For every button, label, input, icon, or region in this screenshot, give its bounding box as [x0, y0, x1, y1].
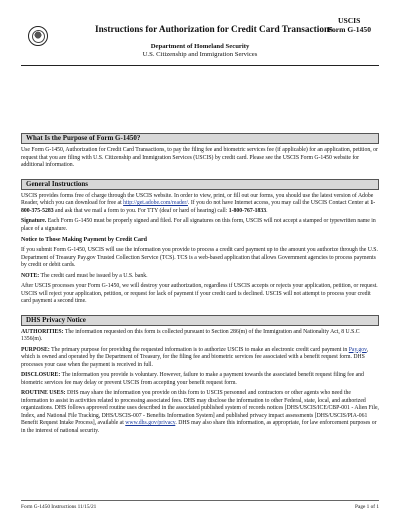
footer-form-edition: Form G-1450 Instructions 11/15/21 — [21, 504, 97, 510]
section-heading-privacy: DHS Privacy Notice — [21, 315, 379, 326]
adobe-reader-link[interactable]: http://get.adobe.com/reader/ — [123, 200, 188, 206]
general-text-a: USCIS provides forms free of charge through the USCIS website. In order to view, print, or fill out our forms, you should use the latest version of Adobe Reader, which you can download for free at — [21, 192, 374, 206]
agency-name: U.S. Citizenship and Immigration Services — [142, 51, 258, 59]
form-number: Form G-1450 — [327, 24, 371, 34]
department-name: Department of Homeland Security — [150, 43, 250, 50]
routine-uses-paragraph — [21, 390, 379, 435]
disclosure-label: DISCLOSURE: — [21, 372, 61, 378]
document-header — [21, 0, 379, 60]
general-text-c: and ask that we mail a form to you. For TTY (deaf or hard of hearing) call: — [53, 207, 229, 214]
routine-uses-text-a: DHS may share the information you provide on this form to USCIS personnel and contractors or other agents who need the information to assist in activities related to processing associated fees. DHS may disclose the information to other Federal, state, local, and authorized organizations. DHS follows approved routine uses described in the associated published system of records notices [DHS/USCIS/ICE/CBP-001 - Alien File, Index, and National File Tracking, DHS/USCIS-007 - Benefits Information System] and published privacy impact assessments [DHS/USCIS/PIA-061 Benefit Request Intake Process], available at — [21, 390, 379, 426]
dhs-privacy-link[interactable]: www.dhs.gov/privacy — [125, 420, 176, 426]
note-label: NOTE: — [21, 272, 40, 279]
notice-paragraph: If you submit Form G-1450, USCIS will use the information you provide to process a credit card payment up to the amount you authorize through the U.S. Department of Treasury Pay.gov Trusted Collection Service (TCS). TCS is a web-based application that allows Government agencies to process payments by credit or debit cards. — [21, 247, 378, 268]
privacy-purpose-text-b: , which is owned and operated by the Department of Treasury, for the filing fee and biometric services fee associated with a benefit request form. DHS processes your case when the payment is received in full. — [21, 346, 369, 368]
section-heading-general: General Instructions — [21, 179, 379, 190]
authorities-text: The information requested on this form is collected pursuant to Section 286(m) of the Immigration and Nationality Act, 8 U.S.C 1356(m). — [21, 328, 360, 342]
signature-paragraph — [21, 218, 379, 233]
disclosure-paragraph — [21, 372, 379, 387]
signature-text: Each Form G-1450 must be properly signed and filed. For all signatures on this form, USCIS will not accept a stamped or typewritten name in place of a signature. — [21, 218, 376, 232]
general-text-d: . — [266, 207, 268, 214]
authorities-label: AUTHORITIES: — [21, 328, 64, 335]
authorities-paragraph — [21, 329, 379, 344]
privacy-purpose-label: PURPOSE: — [21, 346, 50, 353]
signature-label: Signature. — [21, 218, 47, 224]
privacy-purpose-text-a: The primary purpose for providing the requested information is to authorize USCIS to make an electronic credit card payment in — [49, 346, 349, 353]
paygov-link[interactable]: Pay.gov — [348, 346, 367, 353]
document-title: Instructions for Authorization for Credit Card Transactions — [95, 25, 333, 35]
routine-uses-label: ROUTINE USES: — [21, 390, 66, 396]
form-agency-label: USCIS — [337, 16, 361, 25]
purpose-paragraph: Use Form G-1450, Authorization for Credit Card Transactions, to pay the filing fee and biometric services fee (if applicable) for an application, petition, or request that you are filing with U.S. Citizenship and Immigration Services (USCIS) by credit card. Please see the USCIS Form G-1450 website for additional information. — [21, 147, 378, 168]
tty-phone: 1-800-767-1833 — [228, 207, 267, 214]
note-paragraph — [21, 273, 379, 281]
general-text-b: . If you do not have Internet access, you may call the USCIS Contact Center at — [187, 200, 371, 206]
routine-uses-text-b: . DHS may also share this information, as appropriate, for law enforcement purposes or in the interest of national security. — [21, 420, 377, 434]
after-paragraph: After USCIS processes your Form G-1450, we will destroy your authorization, regardless if USCIS accepts or rejects your application, petition, or request. USCIS will reject your application, petition, or request for lack of payment if your credit card is declined. USCIS will not attempt to process your credit card payment a second time. — [21, 283, 378, 304]
section-heading-purpose: What Is the Purpose of Form G-1450? — [21, 133, 379, 144]
footer-page-number: Page 1 of 1 — [355, 504, 379, 510]
contact-center-phone: 1-800-375-5283 — [21, 200, 376, 214]
department-block — [21, 43, 379, 60]
privacy-purpose-paragraph — [21, 347, 379, 370]
note-text: The credit card must be issued by a U.S. bank. — [39, 272, 148, 279]
page-footer — [21, 500, 379, 510]
form-identifier — [327, 17, 371, 34]
general-paragraph — [21, 193, 379, 216]
disclosure-text: The information you provide is voluntary. However, failure to make a payment towards the associated benefit request filing fee and biometric services fee may delay or prevent USCIS from accepting your benefit request form. — [21, 372, 364, 386]
notice-heading: Notice to Those Making Payment by Credit Card — [21, 237, 147, 243]
header-divider — [21, 65, 379, 66]
